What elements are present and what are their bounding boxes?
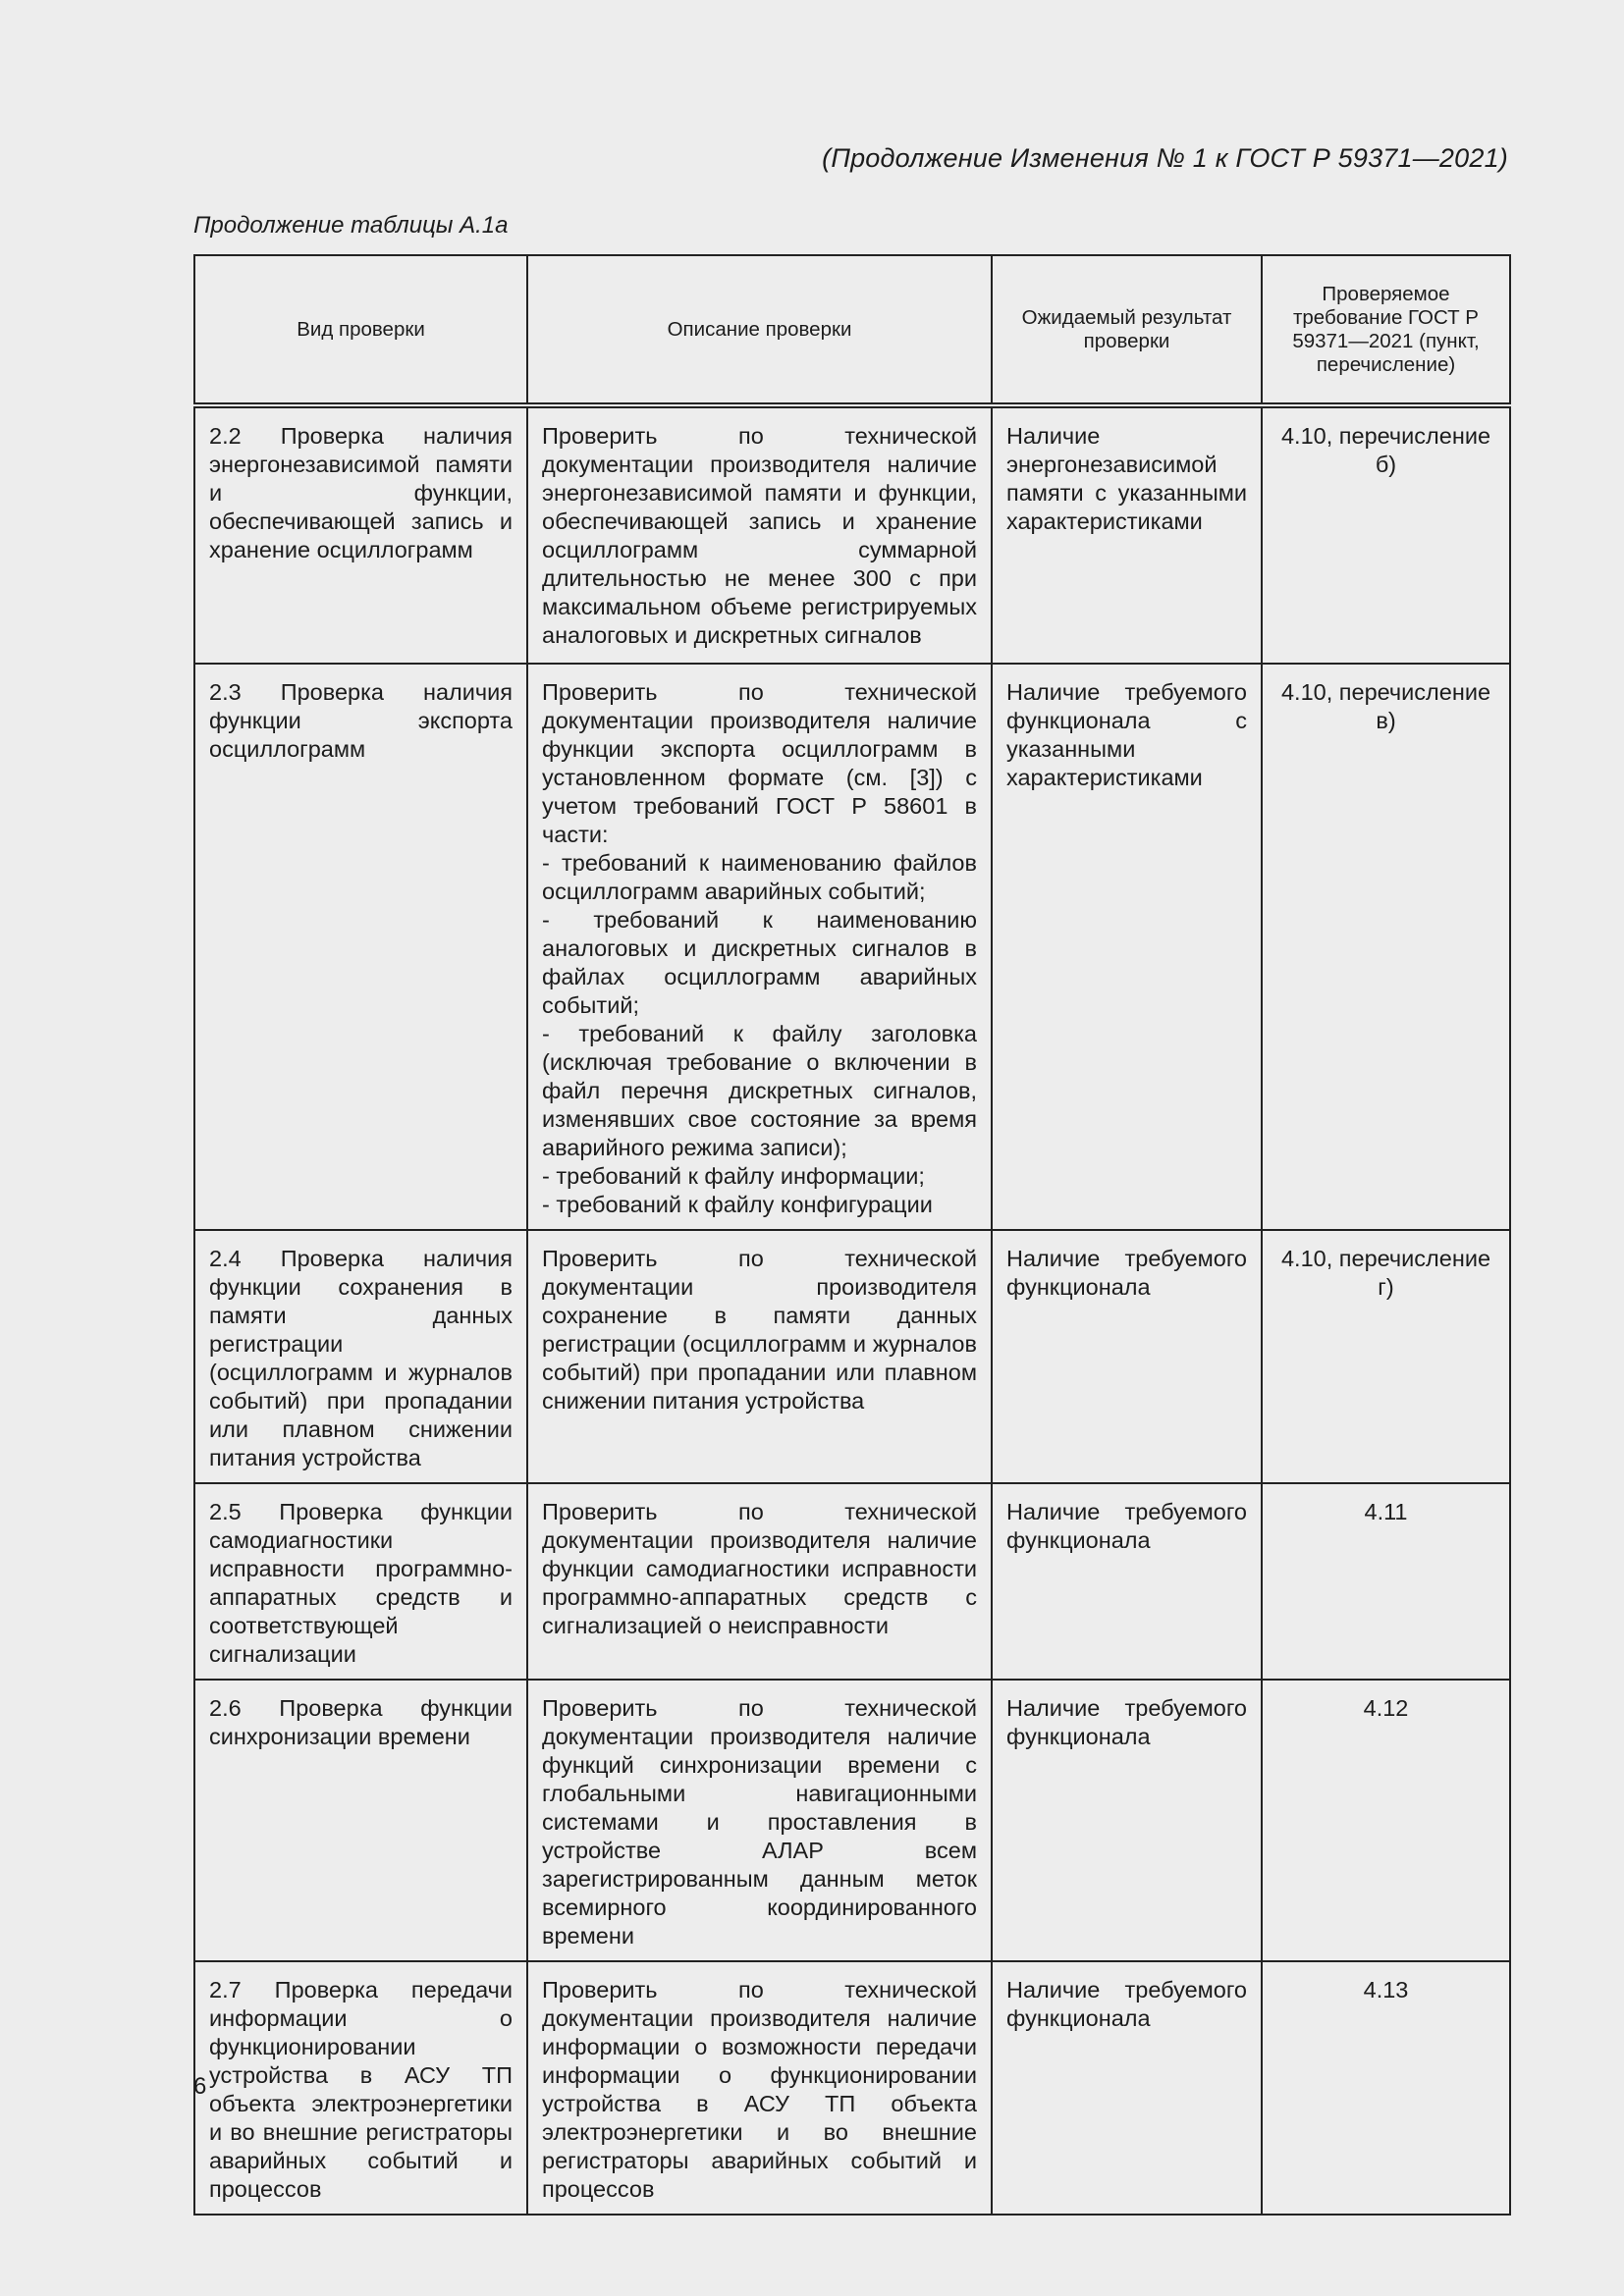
description-list-item: - требований к наименованию аналоговых и дискретных сигналов в файлах осциллограмм аварийных событий;	[542, 907, 977, 1018]
check-type-cell: 2.6 Проверка функции синхронизации времени	[194, 1680, 527, 1961]
column-header-expected-result: Ожидаемый результат проверки	[992, 255, 1262, 405]
expected-result-cell: Наличие энергонезависимой памяти с указанными характеристиками	[992, 405, 1262, 664]
check-type-cell: 2.2 Проверка наличия энергонезависимой памяти и функции, обеспечивающей запись и хранение осциллограмм	[194, 405, 527, 664]
expected-result-cell: Наличие требуемого функционала	[992, 1483, 1262, 1680]
requirement-cell: 4.10, перечисление в)	[1262, 664, 1510, 1230]
table-header	[194, 255, 1510, 405]
table-caption: Продолжение таблицы А.1а	[193, 212, 509, 239]
column-header-description: Описание проверки	[527, 255, 992, 405]
check-type-cell: 2.7 Проверка передачи информации о функционировании устройства в АСУ ТП объекта электроэнергетики и во внешние регистраторы аварийных событий и процессов	[194, 1961, 527, 2215]
table-row	[194, 1961, 1510, 2215]
table-row	[194, 664, 1510, 1230]
expected-result-cell: Наличие требуемого функционала с указанными характеристиками	[992, 664, 1262, 1230]
column-header-check-type: Вид проверки	[194, 255, 527, 405]
table-row	[194, 1483, 1510, 1680]
description-paragraph: Проверить по технической документации производителя наличие функции экспорта осциллограмм в установленном формате (см. [3]) с учетом требований ГОСТ Р 58601 в части:	[542, 679, 977, 847]
requirement-cell: 4.13	[1262, 1961, 1510, 2215]
description-list-item: - требований к файлу информации;	[542, 1163, 925, 1189]
requirement-cell: 4.11	[1262, 1483, 1510, 1680]
description-list-item: - требований к наименованию файлов осциллограмм аварийных событий;	[542, 850, 977, 904]
page-number: 6	[193, 2073, 207, 2100]
description-cell: Проверить по технической документации производителя наличие функций синхронизации времени с глобальными навигационными системами и проставления в устройстве АЛАР всем зарегистрированным данным меток всемирного координированного времени	[527, 1680, 992, 1961]
description-list-item: - требований к файлу конфигурации	[542, 1192, 933, 1217]
check-type-cell: 2.3 Проверка наличия функции экспорта осциллограмм	[194, 664, 527, 1230]
description-cell	[527, 664, 992, 1230]
expected-result-cell: Наличие требуемого функционала	[992, 1961, 1262, 2215]
table-row	[194, 405, 1510, 664]
column-header-requirement: Проверяемое требование ГОСТ Р 59371—2021 (пункт, перечисление)	[1262, 255, 1510, 405]
description-list-item: - требований к файлу заголовка (исключая требование о включении в файл перечня дискретных сигналов, изменявших свое состояние за время аварийного режима записи);	[542, 1021, 977, 1160]
description-cell: Проверить по технической документации производителя наличие функции самодиагностики исправности программно-аппаратных средств с сигнализацией о неисправности	[527, 1483, 992, 1680]
check-type-cell: 2.4 Проверка наличия функции сохранения в памяти данных регистрации (осциллограмм и журналов событий) при пропадании или плавном снижении питания устройства	[194, 1230, 527, 1483]
verification-table	[193, 254, 1511, 2216]
expected-result-cell: Наличие требуемого функционала	[992, 1680, 1262, 1961]
requirement-cell: 4.10, перечисление г)	[1262, 1230, 1510, 1483]
table-row	[194, 1680, 1510, 1961]
table-body	[194, 405, 1510, 2215]
description-cell: Проверить по технической документации производителя наличие информации о возможности передачи информации о функционировании устройства в АСУ ТП объекта электроэнергетики и во внешние регистраторы аварийных событий и процессов	[527, 1961, 992, 2215]
header-row	[194, 255, 1510, 405]
expected-result-cell: Наличие требуемого функционала	[992, 1230, 1262, 1483]
table-row	[194, 1230, 1510, 1483]
requirement-cell: 4.12	[1262, 1680, 1510, 1961]
description-cell: Проверить по технической документации производителя наличие энергонезависимой памяти и функции, обеспечивающей запись и хранение осциллограмм суммарной длительностью не менее 300 с при максимальном объеме регистрируемых аналоговых и дискретных сигналов	[527, 405, 992, 664]
running-header: (Продолжение Изменения № 1 к ГОСТ Р 59371—2021)	[822, 143, 1508, 173]
requirement-cell: 4.10, перечисление б)	[1262, 405, 1510, 664]
check-type-cell: 2.5 Проверка функции самодиагностики исправности программно-аппаратных средств и соответствующей сигнализации	[194, 1483, 527, 1680]
description-cell: Проверить по технической документации производителя сохранение в памяти данных регистрации (осциллограмм и журналов событий) при пропадании или плавном снижении питания устройства	[527, 1230, 992, 1483]
